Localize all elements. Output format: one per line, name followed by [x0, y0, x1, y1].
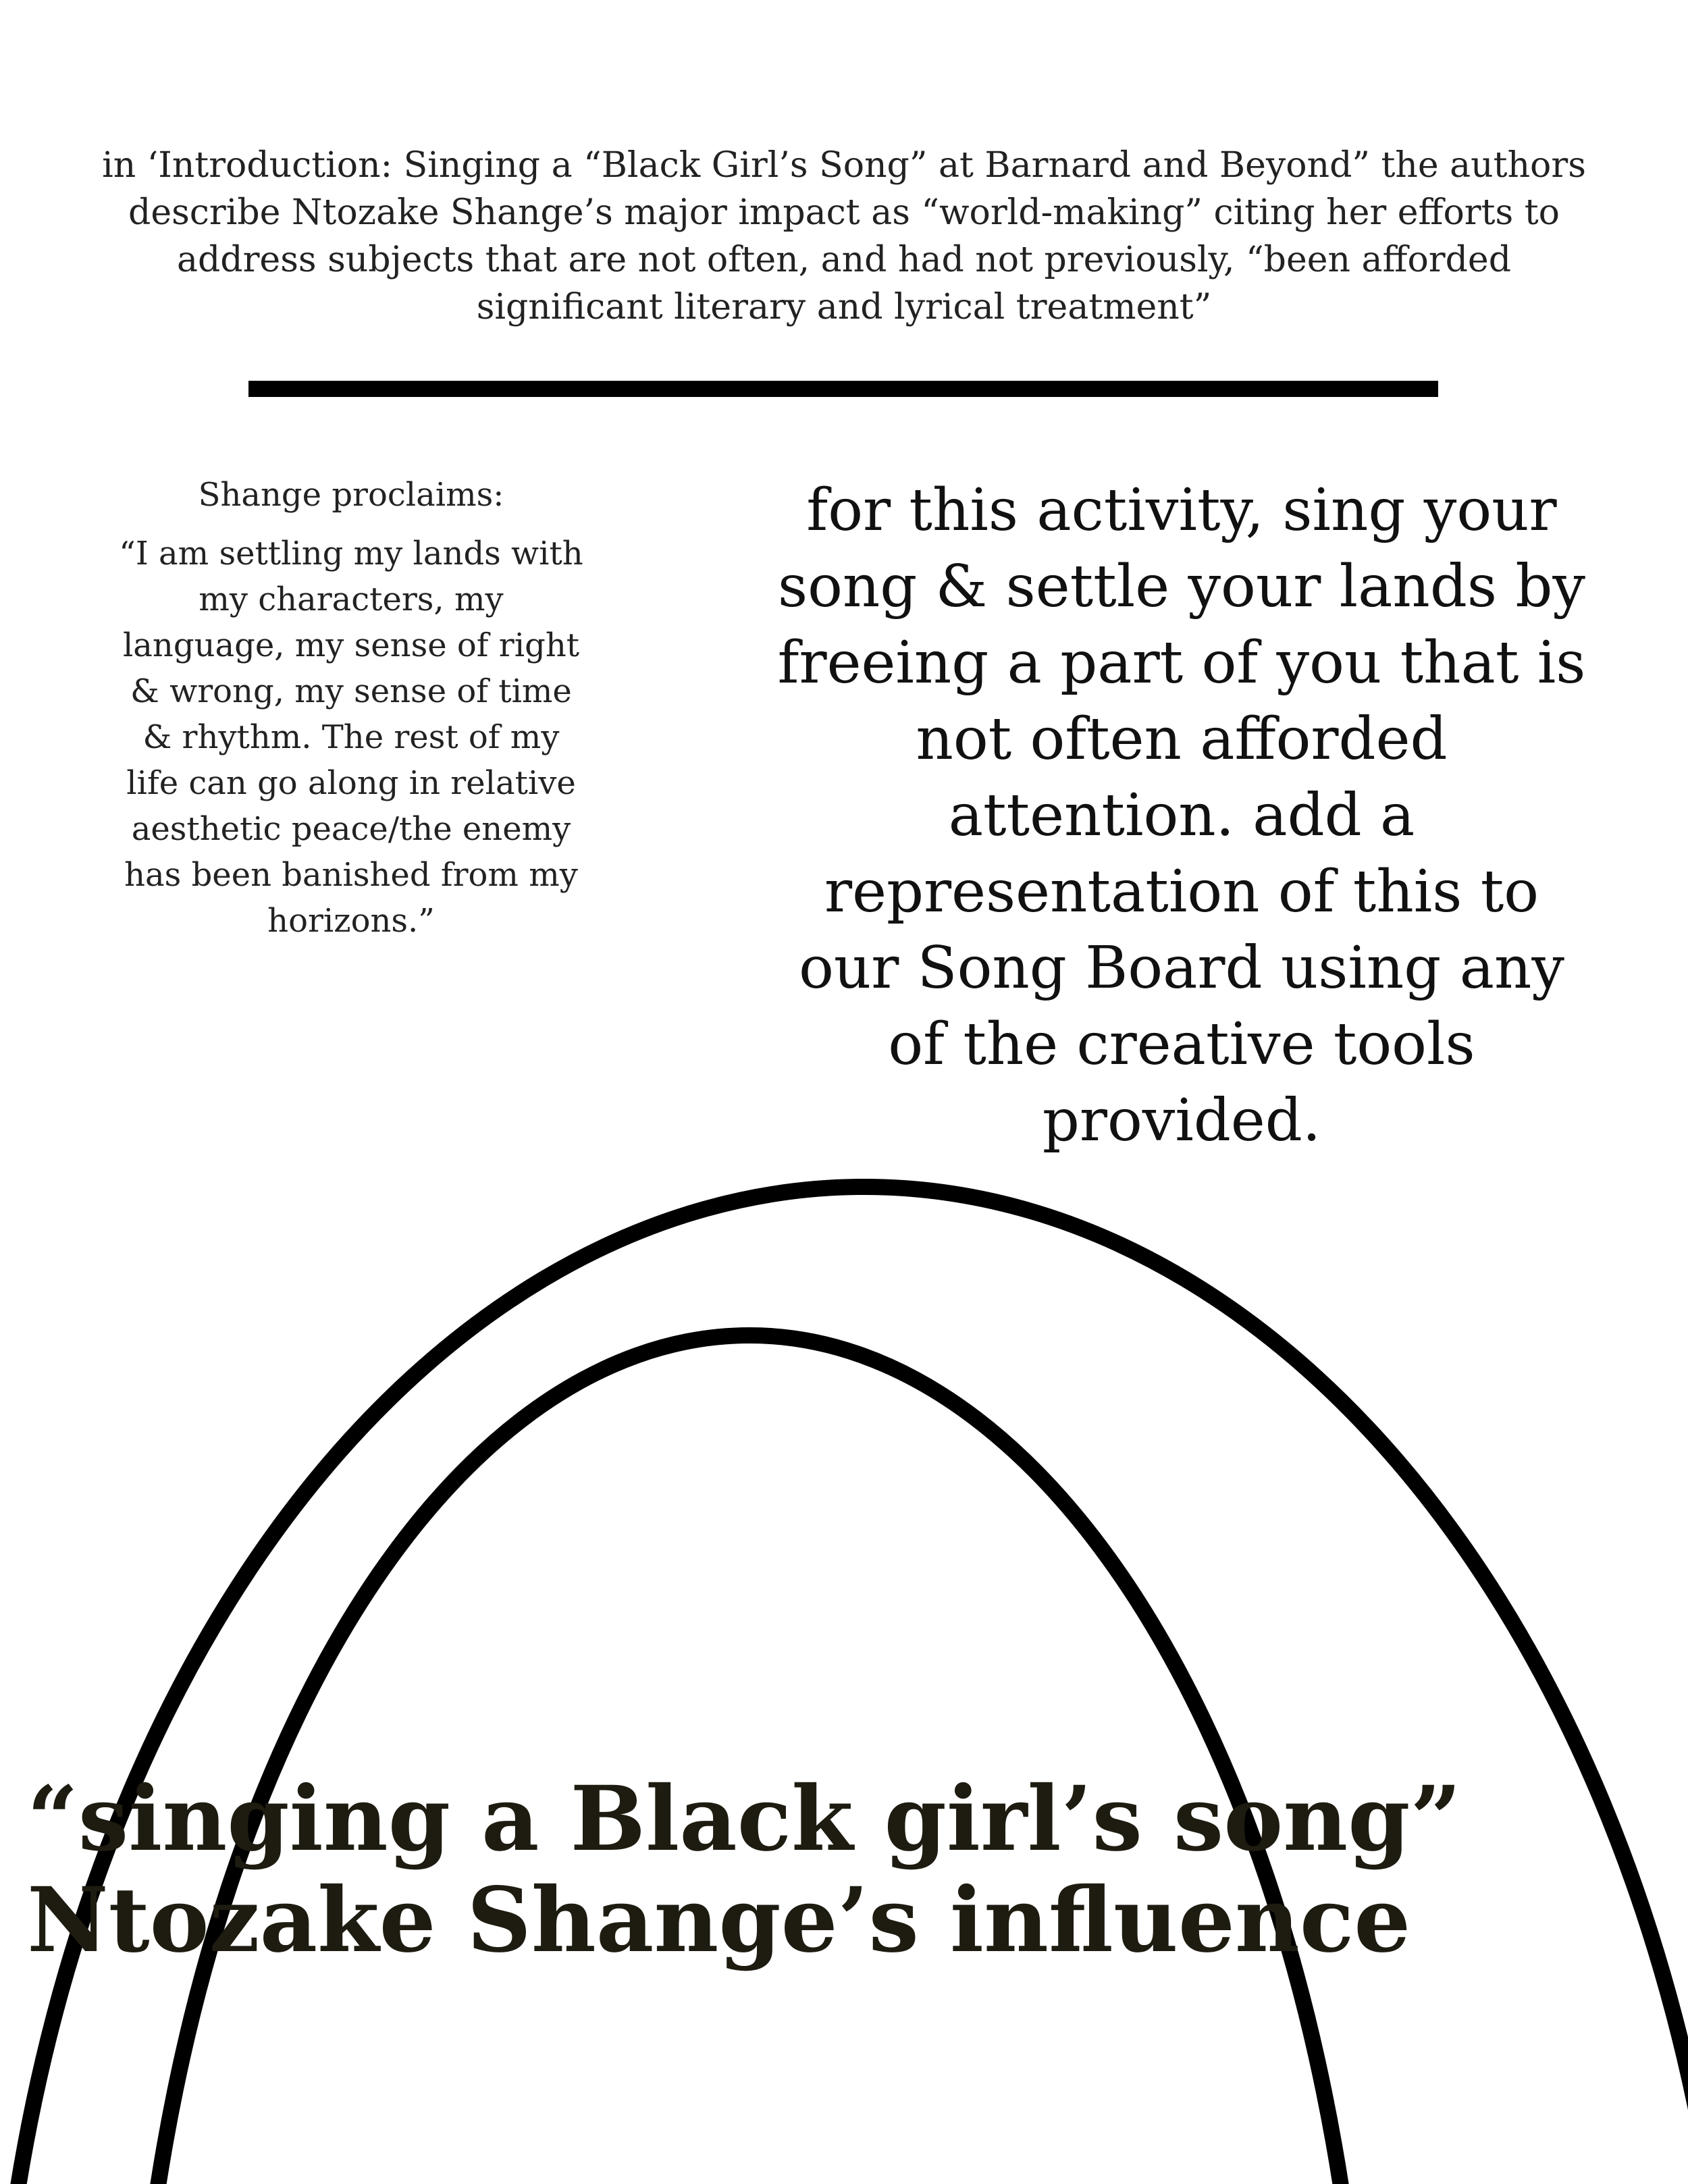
title-line-2: Ntozake Shange’s influence — [27, 1868, 1411, 1973]
intro-paragraph: in ‘Introduction: Singing a “Black Girl’s Song” at Barnard and Beyond” the authors describe Ntozake Shange’s major impact as “world-making” citing her efforts to address subjects that are not often, and had not previously, “been afforded significant literary and lyrical treatment” — [102, 145, 1586, 327]
outer-arc — [0, 1187, 1688, 2184]
quote-heading: Shange proclaims: — [198, 476, 504, 514]
page-title — [27, 1767, 1462, 1973]
shange-quote: “I am settling my lands with my characters, my language, my sense of right & wrong, my sense of time & rhythm. The rest of my life can go along in relative aesthetic peace/the enemy has been banished from my horizons.” — [119, 535, 583, 940]
inner-arc — [132, 1335, 1367, 2184]
title-line-1: “singing a Black girl’s song” — [27, 1767, 1462, 1871]
activity-instructions: for this activity, sing your song & settle your lands by freeing a part of you that is not often afforded attention. add a representation of this to our Song Board using any of the creative tools provided. — [777, 477, 1586, 1154]
